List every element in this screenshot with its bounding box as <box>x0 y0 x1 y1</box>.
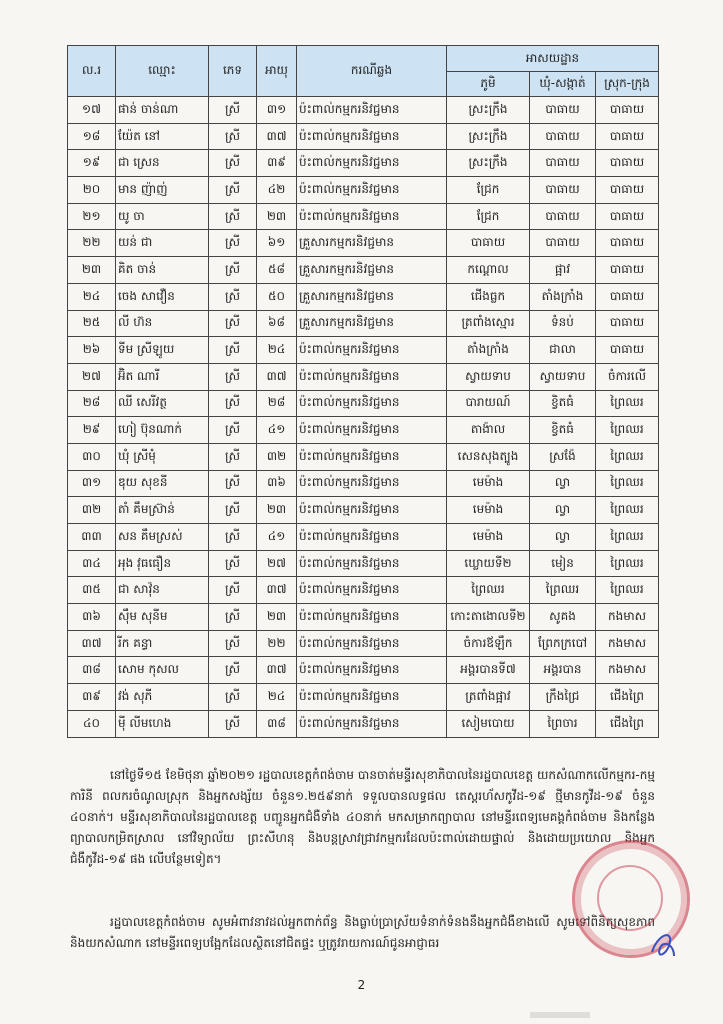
cell-district: បាធាយ <box>596 177 659 204</box>
cell-commune: ផ្អាវ <box>530 257 596 284</box>
cell-commune: ព្រៃឈរ <box>530 577 596 604</box>
cell-name: រីក គន្ធា <box>116 630 209 657</box>
cell-commune: បាធាយ <box>530 177 596 204</box>
cell-age: ៣១ <box>257 97 297 124</box>
header-age: អាយុ <box>257 46 297 97</box>
table-row <box>68 203 659 230</box>
cell-village: ស្រះក្រឹង <box>447 97 530 124</box>
cell-name: គិត ចាន់ <box>116 257 209 284</box>
cell-name: ឌុយ សុខនី <box>116 470 209 497</box>
cell-district: បាធាយ <box>596 283 659 310</box>
cell-reason: ប៉ះពាល់កម្មករនិវជ្ជមាន <box>297 390 447 417</box>
cell-district: ចំការលើ <box>596 363 659 390</box>
cell-district: កងមាស <box>596 604 659 631</box>
cell-reason: ប៉ះពាល់កម្មករនិវជ្ជមាន <box>297 337 447 364</box>
cell-village: តាង៉ាល <box>447 417 530 444</box>
cell-sex: ស្រី <box>209 470 257 497</box>
cell-village: ត្រពាំងស្មោរ <box>447 310 530 337</box>
cell-no: ២១ <box>68 203 116 230</box>
cell-sex: ស្រី <box>209 203 257 230</box>
table-row <box>68 630 659 657</box>
cell-age: ៤១ <box>257 524 297 551</box>
cell-age: ៣៧ <box>257 363 297 390</box>
cell-name: យន់ ជា <box>116 230 209 257</box>
table-row <box>68 657 659 684</box>
cell-village: បាធាយ <box>447 230 530 257</box>
cell-commune: ស្រង៉ែ <box>530 443 596 470</box>
cell-commune: តាំងក្រាំង <box>530 283 596 310</box>
cell-reason: ប៉ះពាល់កម្មករនិវជ្ជមាន <box>297 443 447 470</box>
cell-village: ជើងធ្លក <box>447 283 530 310</box>
cell-age: ៣៧ <box>257 657 297 684</box>
cell-age: ៣៧ <box>257 123 297 150</box>
cell-name: ហៀ ប៊ុនណាក់ <box>116 417 209 444</box>
signature-mark <box>648 928 678 962</box>
cell-district: ព្រៃឈរ <box>596 497 659 524</box>
cell-name: លី ហ៊ន <box>116 310 209 337</box>
cell-name: យូ ចា <box>116 203 209 230</box>
cell-district: បាធាយ <box>596 230 659 257</box>
cell-reason: ប៉ះពាល់កម្មករនិវជ្ជមាន <box>297 470 447 497</box>
header-village: ភូមិ <box>447 72 530 97</box>
cell-district: បាធាយ <box>596 123 659 150</box>
cell-district: ព្រៃឈរ <box>596 550 659 577</box>
cell-village: ស្រះក្រឹង <box>447 123 530 150</box>
cell-no: ១៨ <box>68 123 116 150</box>
cell-no: ៣៤ <box>68 550 116 577</box>
table-row <box>68 417 659 444</box>
cell-sex: ស្រី <box>209 390 257 417</box>
header-sex: ភេទ <box>209 46 257 97</box>
cell-village: បារាយណ៍ <box>447 390 530 417</box>
cell-district: ព្រៃឈរ <box>596 524 659 551</box>
table-row <box>68 363 659 390</box>
cell-reason: ប៉ះពាល់កម្មករនិវជ្ជមាន <box>297 524 447 551</box>
cell-sex: ស្រី <box>209 630 257 657</box>
cell-reason: គ្រួសារកម្មករនិវជ្ជមាន <box>297 283 447 310</box>
cell-age: ៥៨ <box>257 257 297 284</box>
cell-name: ស៊ឹម សុនីម <box>116 604 209 631</box>
cell-no: ៣៧ <box>68 630 116 657</box>
cell-no: ២៧ <box>68 363 116 390</box>
cell-reason: ប៉ះពាល់កម្មករនិវជ្ជមាន <box>297 417 447 444</box>
cell-sex: ស្រី <box>209 710 257 737</box>
cell-village: កណ្តោល <box>447 257 530 284</box>
cell-age: ៣២ <box>257 443 297 470</box>
cell-name: ឈី សេរីវត្ថ <box>116 390 209 417</box>
cell-reason: ប៉ះពាល់កម្មករនិវជ្ជមាន <box>297 497 447 524</box>
cell-name: យ៉ែត នៅ <box>116 123 209 150</box>
cell-age: ៦៨ <box>257 310 297 337</box>
cell-name: សន គឹមស្រស់ <box>116 524 209 551</box>
cell-district: ព្រៃឈរ <box>596 443 659 470</box>
cell-district: ជើងព្រៃ <box>596 710 659 737</box>
cell-commune: ជាលា <box>530 337 596 364</box>
cell-village: ព្រៃឈរ <box>447 577 530 604</box>
cell-district: បាធាយ <box>596 337 659 364</box>
cell-name: តាំ គឹមស្រ៊ាន់ <box>116 497 209 524</box>
cell-sex: ស្រី <box>209 604 257 631</box>
table-row <box>68 337 659 364</box>
cell-commune: ក្រឹងជ្រៃ <box>530 684 596 711</box>
cell-age: ៤២ <box>257 177 297 204</box>
cell-district: បាធាយ <box>596 310 659 337</box>
cell-sex: ស្រី <box>209 577 257 604</box>
cell-sex: ស្រី <box>209 337 257 364</box>
cell-reason: ប៉ះពាល់កម្មករនិវជ្ជមាន <box>297 604 447 631</box>
table-row <box>68 97 659 124</box>
table-row <box>68 577 659 604</box>
cell-reason: គ្រួសារកម្មករនិវជ្ជមាន <box>297 230 447 257</box>
cell-age: ៥០ <box>257 283 297 310</box>
cell-name: មាន ញ៉ាញ់ <box>116 177 209 204</box>
cell-sex: ស្រី <box>209 524 257 551</box>
cell-name: អ៊ិត ណារី <box>116 363 209 390</box>
cell-village: ត្រពាំងផ្អាវ <box>447 684 530 711</box>
cell-village: ឃ្លោយទី២ <box>447 550 530 577</box>
cell-no: ២៥ <box>68 310 116 337</box>
cell-name: ជា ស្រេន <box>116 150 209 177</box>
cell-district: ព្រៃឈរ <box>596 577 659 604</box>
cell-age: ២២ <box>257 630 297 657</box>
cell-village: មេម៉ាង <box>447 524 530 551</box>
cell-village: ស្រះក្រឹង <box>447 150 530 177</box>
cell-age: ៣៦ <box>257 470 297 497</box>
cell-district: ព្រៃឈរ <box>596 470 659 497</box>
cell-village: មេម៉ាង <box>447 497 530 524</box>
cell-name: ឃុំ ស្រីមុំ <box>116 443 209 470</box>
cell-village: សេនសុងត្បូង <box>447 443 530 470</box>
cell-village: តាំងក្រាំង <box>447 337 530 364</box>
cell-reason: ប៉ះពាល់កម្មករនិវជ្ជមាន <box>297 123 447 150</box>
cell-sex: ស្រី <box>209 257 257 284</box>
table-row <box>68 283 659 310</box>
cell-reason: ប៉ះពាល់កម្មករនិវជ្ជមាន <box>297 684 447 711</box>
cell-commune: សូគង <box>530 604 596 631</box>
cell-name: សោម កុសល <box>116 657 209 684</box>
table-row <box>68 684 659 711</box>
cell-commune: ស្វាយទាប <box>530 363 596 390</box>
cell-no: ២៩ <box>68 417 116 444</box>
cell-village: មេម៉ាង <box>447 470 530 497</box>
table-row <box>68 257 659 284</box>
cell-no: ៣៦ <box>68 604 116 631</box>
cell-village: ជ្រែក <box>447 177 530 204</box>
cell-district: បាធាយ <box>596 150 659 177</box>
cell-sex: ស្រី <box>209 417 257 444</box>
header-name: ឈ្មោះ <box>116 46 209 97</box>
cell-reason: ប៉ះពាល់កម្មករនិវជ្ជមាន <box>297 203 447 230</box>
cell-no: ៣១ <box>68 470 116 497</box>
cell-reason: ប៉ះពាល់កម្មករនិវជ្ជមាន <box>297 177 447 204</box>
table-row <box>68 604 659 631</box>
cell-district: ជើងព្រៃ <box>596 684 659 711</box>
table-row <box>68 443 659 470</box>
table-row <box>68 310 659 337</box>
cell-age: ២៣ <box>257 203 297 230</box>
cell-name: ទីម ស្រីឡូយ <box>116 337 209 364</box>
cell-reason: ប៉ះពាល់កម្មករនិវជ្ជមាន <box>297 710 447 737</box>
cell-no: ៣២ <box>68 497 116 524</box>
cell-district: បាធាយ <box>596 257 659 284</box>
cell-district: បាធាយ <box>596 97 659 124</box>
cell-reason: ប៉ះពាល់កម្មករនិវជ្ជមាន <box>297 577 447 604</box>
cell-village: អង្គរបានទី៧ <box>447 657 530 684</box>
cell-age: ២៣ <box>257 604 297 631</box>
cell-sex: ស្រី <box>209 443 257 470</box>
table-row <box>68 150 659 177</box>
cell-no: ២៣ <box>68 257 116 284</box>
cell-sex: ស្រី <box>209 230 257 257</box>
header-address: អាសយដ្ឋាន <box>447 46 659 72</box>
table-row <box>68 710 659 737</box>
paragraph-appeal: រដ្ឋបាលខេត្តកំពង់ចាម សូមអំពាវនាវដល់អ្នកពាក់ព័ន្ធ និងធ្លាប់ប្រាស្រ័យទំនាក់ទំនងនឹងអ្នកជំងឺខាងលើ សូមទៅពិនិត្យសុខភាព និងយកសំណាក នៅមន្ទីរពេទ្យបង្អែកដែលស្ថិតនៅជិតផ្ទះ ឬត្រូវរាយការណ៍ជូនអាជ្ញាធរ <box>70 915 655 950</box>
table-row <box>68 497 659 524</box>
cell-no: ២៦ <box>68 337 116 364</box>
cell-reason: ប៉ះពាល់កម្មករនិវជ្ជមាន <box>297 97 447 124</box>
table-row <box>68 524 659 551</box>
cell-district: កងមាស <box>596 630 659 657</box>
cell-district: បាធាយ <box>596 203 659 230</box>
cell-no: ៣៨ <box>68 657 116 684</box>
table-row <box>68 390 659 417</box>
case-table <box>67 45 659 738</box>
cell-name: ម៉ី លីមហេង <box>116 710 209 737</box>
cell-name: ជា សាវ៉ុន <box>116 577 209 604</box>
cell-no: ២០ <box>68 177 116 204</box>
cell-commune: បាធាយ <box>530 150 596 177</box>
cell-no: ២២ <box>68 230 116 257</box>
cell-age: ២៤ <box>257 337 297 364</box>
cell-village: ស្វាយទាប <box>447 363 530 390</box>
cell-commune: ខ្វិតធំ <box>530 390 596 417</box>
header-commune: ឃុំ-សង្កាត់ <box>530 72 596 97</box>
cell-sex: ស្រី <box>209 177 257 204</box>
cell-sex: ស្រី <box>209 97 257 124</box>
cell-no: ២៨ <box>68 390 116 417</box>
cell-reason: ប៉ះពាល់កម្មករនិវជ្ជមាន <box>297 150 447 177</box>
cell-commune: ព្រែកក្របៅ <box>530 630 596 657</box>
cell-sex: ស្រី <box>209 283 257 310</box>
cell-reason: ប៉ះពាល់កម្មករនិវជ្ជមាន <box>297 550 447 577</box>
cell-age: ៣៨ <box>257 710 297 737</box>
cell-age: ៣៧ <box>257 577 297 604</box>
cell-no: ២៤ <box>68 283 116 310</box>
cell-age: ៦១ <box>257 230 297 257</box>
cell-reason: គ្រួសារកម្មករនិវជ្ជមាន <box>297 257 447 284</box>
cell-district: ព្រៃឈរ <box>596 417 659 444</box>
cell-commune: បាធាយ <box>530 203 596 230</box>
cell-reason: ប៉ះពាល់កម្មករនិវជ្ជមាន <box>297 630 447 657</box>
cell-no: ១៩ <box>68 150 116 177</box>
table-row <box>68 470 659 497</box>
cell-village: ចំការឪឡឹក <box>447 630 530 657</box>
cell-village: សៀមបោយ <box>447 710 530 737</box>
cell-commune: អង្គរបាន <box>530 657 596 684</box>
cell-name: វង់ សុភី <box>116 684 209 711</box>
paragraph-report: នៅថ្ងៃទី១៥ ខែមិថុនា ឆ្នាំ២០២១ រដ្ឋបាលខេត្តកំពង់ចាម បានចាត់មន្ទីរសុខាភិបាលនៃរដ្ឋបាលខេត្ត យកសំណាកលើកម្មករ-កម្មការិនី ពលករចំណូលស្រុក និងអ្នកសង្ស័យ ចំនួន១.២៥៩នាក់ ទទួលបានលទ្ធផល តេស្តរហ័សកូវីដ-១៩ ថ្មីមានកូវីដ-១៩ ចំនួន ៤០នាក់។ មន្ទីរសុខាភិបាលនៃរដ្ឋបាលខេត្ត បញ្ជូនអ្នកជំងឺទាំង ៤០នាក់ មកសម្រាកព្យាបាល នៅមន្ទីរពេទ្យមេគង្គកំពង់ចាម និងកន្លែងព្យាបាលកម្រិតស្រាល នៅវិទ្យាល័យ ព្រះសីហនុ និងបន្តស្រាវជ្រាវកម្មករដែលប៉ះពាល់ដោយផ្ទាល់ និងដោយប្រយោល និងអ្នកជំងឺកូវីដ-១៩ ផង លើបន្ថែមទៀត។ <box>70 768 655 866</box>
cell-sex: ស្រី <box>209 150 257 177</box>
cell-reason: គ្រួសារកម្មករនិវជ្ជមាន <box>297 310 447 337</box>
cell-commune: ល្វា <box>530 497 596 524</box>
header-no: ល.រ <box>68 46 116 97</box>
cell-sex: ស្រី <box>209 123 257 150</box>
cell-commune: ទំនប់ <box>530 310 596 337</box>
table-row <box>68 230 659 257</box>
cell-sex: ស្រី <box>209 684 257 711</box>
cell-district: ព្រៃឈរ <box>596 390 659 417</box>
cell-reason: ប៉ះពាល់កម្មករនិវជ្ជមាន <box>297 363 447 390</box>
cell-age: ៣៩ <box>257 150 297 177</box>
cell-name: អុង វុធធឿន <box>116 550 209 577</box>
cell-no: ៣៥ <box>68 577 116 604</box>
cell-commune: បាធាយ <box>530 230 596 257</box>
table-row <box>68 177 659 204</box>
cell-commune: ខ្វិតធំ <box>530 417 596 444</box>
header-district: ស្រុក-ក្រុង <box>596 72 659 97</box>
cell-commune: ល្វា <box>530 524 596 551</box>
cell-commune: ព្រៃចារ <box>530 710 596 737</box>
cell-age: ២៤ <box>257 684 297 711</box>
page-number: 2 <box>357 978 366 992</box>
seal-emblem <box>597 865 663 931</box>
cell-no: ១៧ <box>68 97 116 124</box>
cell-age: ៤១ <box>257 417 297 444</box>
table-row <box>68 123 659 150</box>
cell-no: ៣៣ <box>68 524 116 551</box>
cell-commune: មៀន <box>530 550 596 577</box>
table-row <box>68 550 659 577</box>
cell-name: ផាន់ ចាន់ណា <box>116 97 209 124</box>
cell-no: ៣៩ <box>68 684 116 711</box>
cell-sex: ស្រី <box>209 363 257 390</box>
cell-age: ២៣ <box>257 497 297 524</box>
cell-district: កងមាស <box>596 657 659 684</box>
cell-name: ចេង សាវឿន <box>116 283 209 310</box>
cell-village: ជ្រែក <box>447 203 530 230</box>
cell-age: ២៧ <box>257 550 297 577</box>
cell-commune: បាធាយ <box>530 97 596 124</box>
cell-sex: ស្រី <box>209 550 257 577</box>
table-body <box>68 97 659 738</box>
cell-commune: ល្វា <box>530 470 596 497</box>
cell-village: កោះតាងោលទី២ <box>447 604 530 631</box>
cell-reason: ប៉ះពាល់កម្មករនិវជ្ជមាន <box>297 657 447 684</box>
cell-no: ៤០ <box>68 710 116 737</box>
cell-no: ៣០ <box>68 443 116 470</box>
cell-age: ២៨ <box>257 390 297 417</box>
cell-sex: ស្រី <box>209 310 257 337</box>
cell-commune: បាធាយ <box>530 123 596 150</box>
scan-mark <box>530 1012 590 1018</box>
header-reason: ករណីឆ្លង <box>297 46 447 97</box>
cell-sex: ស្រី <box>209 497 257 524</box>
cell-sex: ស្រី <box>209 657 257 684</box>
